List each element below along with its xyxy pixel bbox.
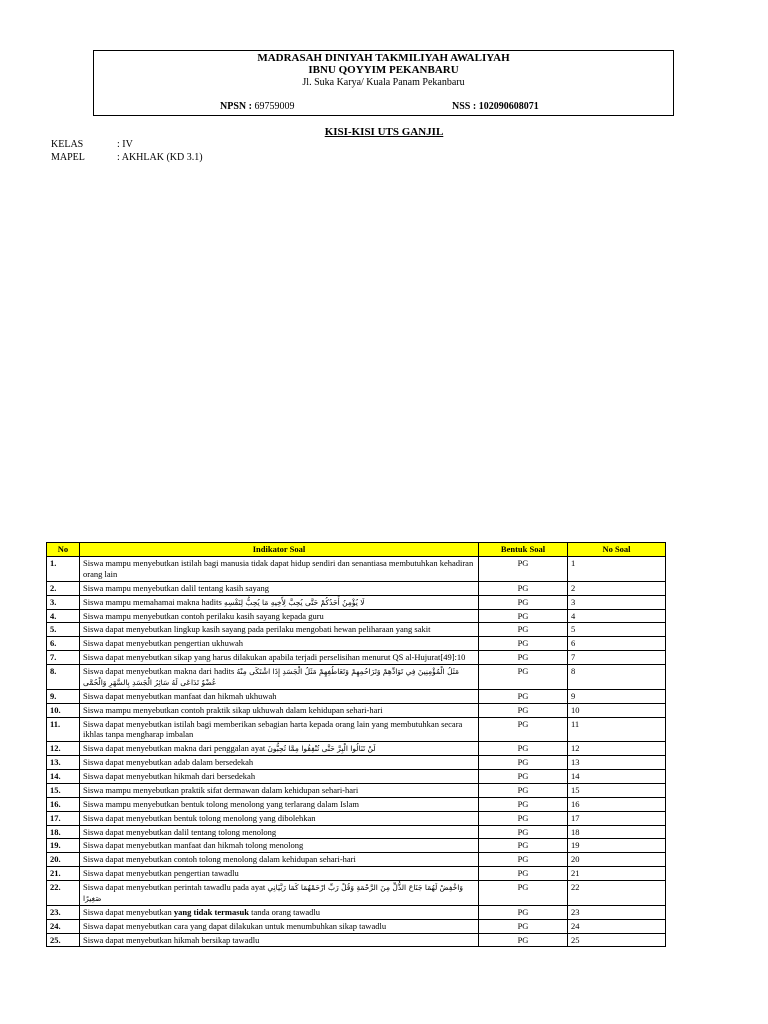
row-bentuk: PG xyxy=(479,825,568,839)
table-row xyxy=(47,825,666,839)
indikator-text: Siswa dapat menyebutkan makna dari penggalan ayat xyxy=(83,743,266,754)
row-no: 18. xyxy=(47,825,80,839)
row-no: 14. xyxy=(47,770,80,784)
arabic-text: وَاخْفِضْ لَهُمَا جَنَاحَ الذُّلِّ مِنَ الرَّحْمَةِ وَقُلْ رَبِّ ارْحَمْهُمَا كَمَا رَبَّيَانِي صَغِيرًا xyxy=(83,883,463,903)
row-bentuk: PG xyxy=(479,595,568,609)
row-bentuk: PG xyxy=(479,651,568,665)
row-nosoal: 5 xyxy=(568,623,666,637)
row-no: 3. xyxy=(47,595,80,609)
table-row xyxy=(47,905,666,919)
row-nosoal: 2 xyxy=(568,581,666,595)
indikator-text: Siswa dapat menyebutkan contoh tolong menolong dalam kehidupan sehari-hari xyxy=(83,854,356,865)
row-indikator xyxy=(80,557,479,582)
table-row xyxy=(47,689,666,703)
indikator-text: Siswa mampu menyebutkan praktik sifat dermawan dalam kehidupan sehari-hari xyxy=(83,784,359,795)
row-bentuk: PG xyxy=(479,637,568,651)
row-indikator xyxy=(80,783,479,797)
row-indikator xyxy=(80,839,479,853)
row-no: 1. xyxy=(47,557,80,582)
table-row xyxy=(47,609,666,623)
row-bentuk: PG xyxy=(479,811,568,825)
row-bentuk: PG xyxy=(479,783,568,797)
table-row xyxy=(47,811,666,825)
row-nosoal: 18 xyxy=(568,825,666,839)
table-row xyxy=(47,665,666,690)
row-nosoal: 6 xyxy=(568,637,666,651)
row-indikator xyxy=(80,853,479,867)
table-row xyxy=(47,703,666,717)
kelas-label: KELAS xyxy=(51,139,84,150)
indikator-text: Siswa dapat menyebutkan hikmah dari bersedekah xyxy=(83,771,256,781)
indikator-text: Siswa dapat menyebutkan adab dalam bersedekah xyxy=(83,757,254,768)
table-row xyxy=(47,756,666,770)
row-nosoal: 15 xyxy=(568,783,666,797)
row-bentuk: PG xyxy=(479,623,568,637)
mapel-label: MAPEL xyxy=(51,152,85,163)
row-indikator xyxy=(80,689,479,703)
indikator-text: Siswa mampu memahamai makna hadits xyxy=(83,596,222,607)
table-row xyxy=(47,651,666,665)
row-indikator xyxy=(80,581,479,595)
npsn-value: 69759009 xyxy=(254,101,295,112)
row-bentuk: PG xyxy=(479,609,568,623)
row-bentuk: PG xyxy=(479,770,568,784)
row-bentuk: PG xyxy=(479,581,568,595)
row-bentuk: PG xyxy=(479,919,568,933)
table-row xyxy=(47,933,666,947)
row-nosoal: 7 xyxy=(568,651,666,665)
row-no: 20. xyxy=(47,853,80,867)
row-bentuk: PG xyxy=(479,867,568,881)
row-indikator xyxy=(80,742,479,756)
indikator-text: Siswa mampu menyebutkan dalil tentang kasih sayang xyxy=(83,582,270,593)
row-bentuk: PG xyxy=(479,881,568,906)
school-name-line1: MADRASAH DINIYAH TAKMILIYAH AWALIYAH xyxy=(257,52,510,64)
table-row xyxy=(47,853,666,867)
table-row xyxy=(47,783,666,797)
header-bentuk: Bentuk Soal xyxy=(479,543,568,557)
row-nosoal: 22 xyxy=(568,881,666,906)
row-indikator xyxy=(80,933,479,947)
row-no: 5. xyxy=(47,623,80,637)
nss-value: 102090608071 xyxy=(478,101,539,112)
row-nosoal: 25 xyxy=(568,933,666,947)
row-no: 11. xyxy=(47,717,80,742)
arabic-text: مَثَلُ الْمُؤْمِنِينَ فِي تَوَادِّهِمْ وَتَرَاحُمِهِمْ وَتَعَاطُفِهِمْ مَثَلُ الْجَسَدِ إِذَا اشْتَكَى مِنْهُ عُضْوٌ تَدَاعَى لَهُ سَائِرُ الْجَسَدِ بِالسَّهَرِ وَالْحُمَّى xyxy=(83,667,460,687)
row-no: 8. xyxy=(47,665,80,690)
school-header xyxy=(93,50,674,116)
table-row xyxy=(47,557,666,582)
indikator-text: Siswa dapat menyebutkan bentuk tolong menolong yang dibolehkan xyxy=(83,812,316,823)
indikator-text: Siswa mampu menyebutkan bentuk tolong menolong yang terlarang dalam Islam xyxy=(83,798,359,809)
row-no: 10. xyxy=(47,703,80,717)
table-row xyxy=(47,770,666,784)
row-nosoal: 13 xyxy=(568,756,666,770)
row-nosoal: 1 xyxy=(568,557,666,582)
meta-mapel xyxy=(51,152,203,163)
row-bentuk: PG xyxy=(479,742,568,756)
arabic-text: لَنْ تَنَالُوا الْبِرَّ حَتَّى تُنْفِقُوا مِمَّا تُحِبُّونَ xyxy=(267,744,376,754)
row-bentuk: PG xyxy=(479,933,568,947)
header-nosoal: No Soal xyxy=(568,543,666,557)
row-nosoal: 21 xyxy=(568,867,666,881)
row-indikator xyxy=(80,770,479,784)
indikator-text: Siswa dapat menyebutkan makna dari hadits xyxy=(83,666,235,676)
row-indikator xyxy=(80,811,479,825)
row-no: 15. xyxy=(47,783,80,797)
indikator-text: Siswa mampu menyebutkan contoh praktik sikap ukhuwah dalam kehidupan sehari-hari xyxy=(83,704,383,715)
row-nosoal: 9 xyxy=(568,689,666,703)
row-no: 7. xyxy=(47,651,80,665)
row-nosoal: 16 xyxy=(568,797,666,811)
indikator-text: Siswa dapat menyebutkan pengertian tawadlu xyxy=(83,868,239,879)
row-indikator xyxy=(80,797,479,811)
row-indikator xyxy=(80,919,479,933)
row-indikator xyxy=(80,595,479,609)
row-indikator xyxy=(80,905,479,919)
row-indikator xyxy=(80,651,479,665)
row-no: 24. xyxy=(47,919,80,933)
indikator-text: Siswa dapat menyebutkan istilah bagi memberikan sebagian harta kepada orang lain yang membutuhkan secara ikhlas tanpa mengharap imbalan xyxy=(83,718,463,740)
indikator-text: Siswa dapat menyebutkan dalil tentang tolong menolong xyxy=(83,826,277,837)
row-bentuk: PG xyxy=(479,797,568,811)
row-bentuk: PG xyxy=(479,717,568,742)
row-no: 4. xyxy=(47,609,80,623)
indikator-text: Siswa dapat menyebutkan manfaat dan hikmah tolong menolong xyxy=(83,840,304,851)
table-row xyxy=(47,919,666,933)
row-bentuk: PG xyxy=(479,905,568,919)
row-no: 22. xyxy=(47,881,80,906)
nss xyxy=(452,101,539,112)
mapel-value: : AKHLAK (KD 3.1) xyxy=(117,152,203,163)
meta-kelas xyxy=(51,139,133,150)
row-indikator xyxy=(80,867,479,881)
row-indikator xyxy=(80,881,479,906)
row-indikator xyxy=(80,756,479,770)
row-nosoal: 23 xyxy=(568,905,666,919)
table-header-row xyxy=(47,543,666,557)
row-indikator xyxy=(80,637,479,651)
npsn-label: NPSN : xyxy=(220,101,255,112)
row-no: 25. xyxy=(47,933,80,947)
arabic-text: لَا يُؤْمِنُ أَحَدُكُمْ حَتَّى يُحِبَّ لِأَخِيهِ مَا يُحِبُّ لِنَفْسِهِ xyxy=(223,597,365,607)
row-nosoal: 19 xyxy=(568,839,666,853)
row-nosoal: 24 xyxy=(568,919,666,933)
school-name-line2: IBNU QOYYIM PEKANBARU xyxy=(308,64,459,76)
kisi-kisi-table xyxy=(46,542,666,947)
header-indikator: Indikator Soal xyxy=(80,543,479,557)
row-nosoal: 20 xyxy=(568,853,666,867)
row-no: 2. xyxy=(47,581,80,595)
row-nosoal: 12 xyxy=(568,742,666,756)
indikator-text: Siswa dapat menyebutkan manfaat dan hikmah ukhuwah xyxy=(83,690,277,701)
table-row xyxy=(47,623,666,637)
indikator-text: Siswa dapat menyebutkan cara yang dapat dilakukan untuk menumbuhkan sikap tawadlu xyxy=(83,920,387,931)
row-bentuk: PG xyxy=(479,756,568,770)
row-no: 16. xyxy=(47,797,80,811)
row-no: 17. xyxy=(47,811,80,825)
indikator-text: Siswa dapat menyebutkan sikap yang harus dilakukan apabila terjadi perselisihan menurut QS al-Hujurat[49]:10 xyxy=(83,652,466,663)
row-bentuk: PG xyxy=(479,853,568,867)
row-nosoal: 11 xyxy=(568,717,666,742)
row-nosoal: 10 xyxy=(568,703,666,717)
table-row xyxy=(47,881,666,906)
indikator-text: Siswa dapat menyebutkan hikmah bersikap tawadlu xyxy=(83,934,260,945)
kelas-value: : IV xyxy=(117,139,133,150)
row-nosoal: 14 xyxy=(568,770,666,784)
row-no: 6. xyxy=(47,637,80,651)
row-no: 13. xyxy=(47,756,80,770)
indikator-text: Siswa mampu menyebutkan istilah bagi manusia tidak dapat hidup sendiri dan senantiasa membutuhkan kehadiran orang lain xyxy=(83,558,474,579)
table-row xyxy=(47,581,666,595)
row-indikator xyxy=(80,665,479,690)
row-nosoal: 3 xyxy=(568,595,666,609)
indikator-text-pre: Siswa dapat menyebutkan xyxy=(83,906,174,917)
row-indikator xyxy=(80,609,479,623)
indikator-text: Siswa dapat menyebutkan perintah tawadlu pada ayat xyxy=(83,882,266,892)
table-row xyxy=(47,637,666,651)
document-title: KISI-KISI UTS GANJIL xyxy=(324,126,444,138)
row-nosoal: 17 xyxy=(568,811,666,825)
table-row xyxy=(47,742,666,756)
indikator-text-bold: yang tidak termasuk xyxy=(173,906,249,917)
table-row xyxy=(47,867,666,881)
row-no: 12. xyxy=(47,742,80,756)
row-bentuk: PG xyxy=(479,689,568,703)
table-row xyxy=(47,797,666,811)
row-no: 19. xyxy=(47,839,80,853)
table-row xyxy=(47,839,666,853)
row-indikator xyxy=(80,825,479,839)
row-indikator xyxy=(80,703,479,717)
row-indikator xyxy=(80,717,479,742)
school-address: Jl. Suka Karya/ Kuala Panam Pekanbaru xyxy=(302,77,465,88)
indikator-text-post: tanda orang tawadlu xyxy=(248,906,321,917)
npsn xyxy=(220,101,294,112)
row-no: 9. xyxy=(47,689,80,703)
row-nosoal: 8 xyxy=(568,665,666,690)
row-bentuk: PG xyxy=(479,839,568,853)
table-row xyxy=(47,717,666,742)
row-no: 23. xyxy=(47,905,80,919)
nss-label: NSS : xyxy=(452,101,479,112)
indikator-text: Siswa dapat menyebutkan lingkup kasih sayang pada perilaku mengobati hewan peliharaan yang sakit xyxy=(83,624,431,635)
row-indikator xyxy=(80,623,479,637)
row-bentuk: PG xyxy=(479,665,568,690)
indikator-text: Siswa mampu menyebutkan contoh perilaku kasih sayang kepada guru xyxy=(83,610,324,621)
row-bentuk: PG xyxy=(479,703,568,717)
header-no: No xyxy=(47,543,80,557)
indikator-text: Siswa dapat menyebutkan pengertian ukhuwah xyxy=(83,638,244,649)
row-no: 21. xyxy=(47,867,80,881)
row-nosoal: 4 xyxy=(568,609,666,623)
table-row xyxy=(47,595,666,609)
row-bentuk: PG xyxy=(479,557,568,582)
